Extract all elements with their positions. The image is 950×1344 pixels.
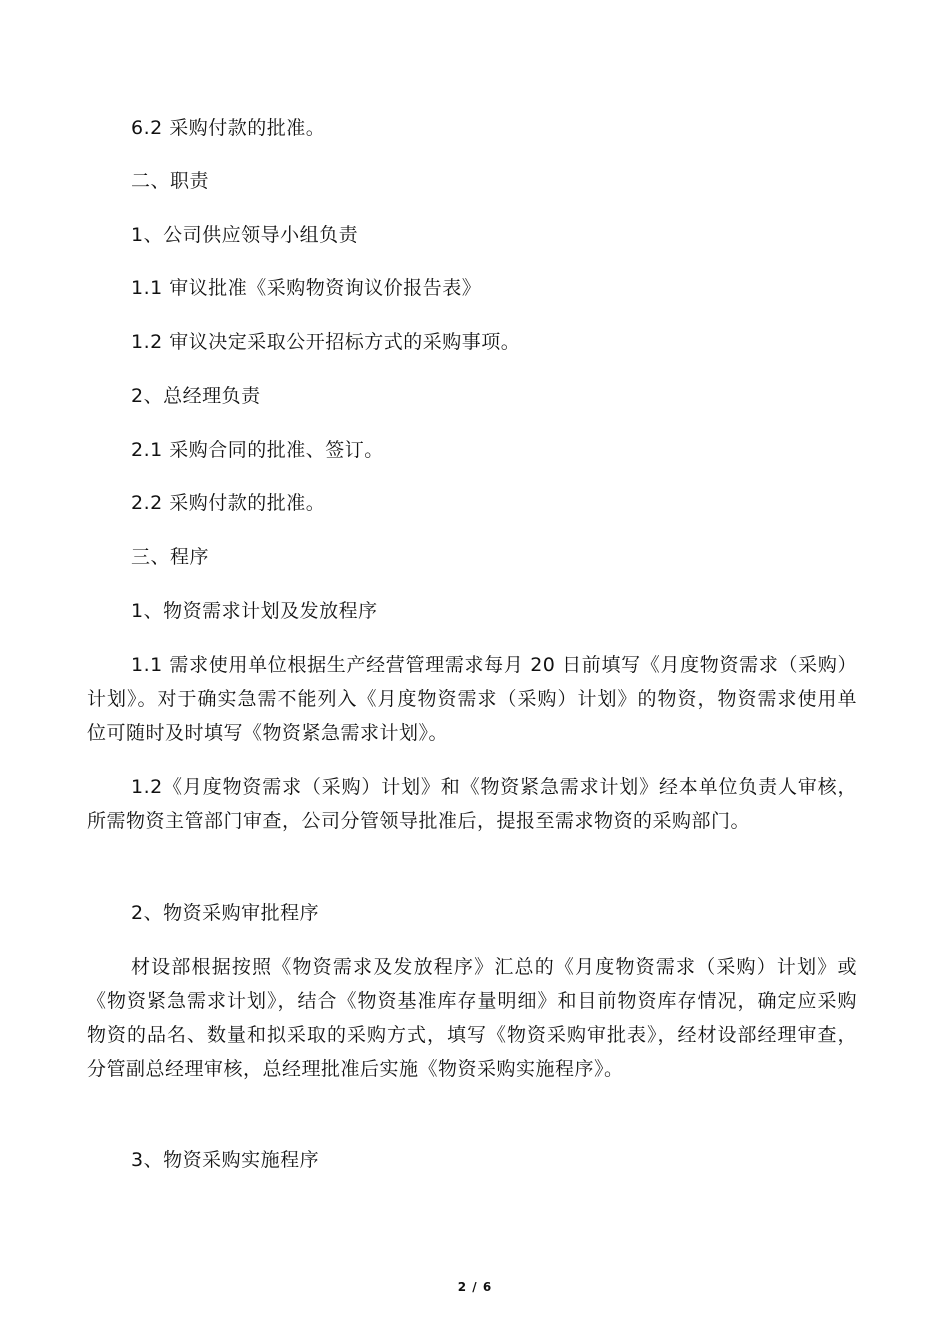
text-line: 2、总经理负责 xyxy=(131,385,261,407)
paragraph: 1.2《月度物资需求（采购）计划》和《物资紧急需求计划》经本单位负责人审核，所需物资主管部门审查，公司分管领导批准后，提报至需求物资的采购部门。 xyxy=(87,776,857,832)
text-line: 2、物资采购审批程序 xyxy=(131,902,320,924)
text-line: 2.2 采购付款的批准。 xyxy=(131,492,326,514)
text-line: 1.1 审议批准《采购物资询议价报告表》 xyxy=(131,277,482,299)
text-line: 3、物资采购实施程序 xyxy=(131,1149,320,1171)
section-heading: 二、职责 xyxy=(131,170,210,192)
text-line: 2.1 采购合同的批准、签订。 xyxy=(131,439,384,461)
text-line: 1、公司供应领导小组负责 xyxy=(131,224,359,246)
paragraph: 材设部根据按照《物资需求及发放程序》汇总的《月度物资需求（采购）计划》或《物资紧急需求计划》，结合《物资基准库存量明细》和目前物资库存情况，确定应采购物资的品名、数量和拟采取的采购方式，填写《物资采购审批表》，经材设部经理审查，分管副总经理审核，总经理批准后实施《物资采购实施程序》。 xyxy=(87,956,857,1080)
page-number: 2 / 6 xyxy=(457,1280,493,1294)
section-heading: 三、程序 xyxy=(131,546,210,568)
paragraph: 1.1 需求使用单位根据生产经营管理需求每月 20 日前填写《月度物资需求（采购）计划》。对于确实急需不能列入《月度物资需求（采购）计划》的物资，物资需求使用单位可随时及时填写《物资紧急需求计划》。 xyxy=(87,654,857,744)
text-line: 1、物资需求计划及发放程序 xyxy=(131,600,378,622)
text-line: 1.2 审议决定采取公开招标方式的采购事项。 xyxy=(131,331,521,353)
text-line: 6.2 采购付款的批准。 xyxy=(131,117,326,139)
